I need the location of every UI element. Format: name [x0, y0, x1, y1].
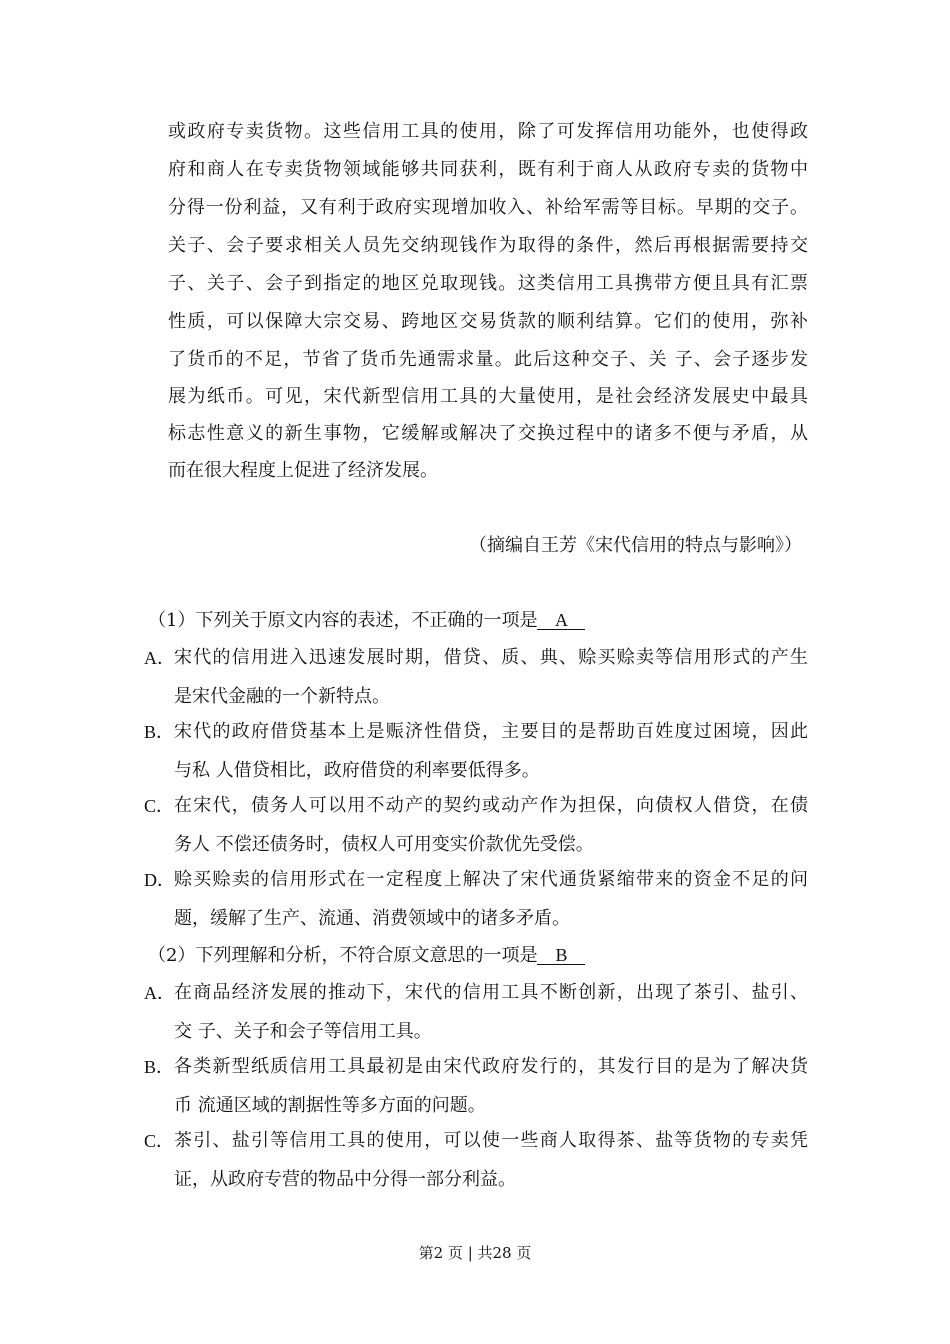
option-text: 宋代的信用进入迅速发展时期，借贷、质、典、赊买赊卖等信用形式的产生 [174, 647, 808, 668]
option-text: 是宋代金融的一个新特点。 [174, 686, 390, 707]
passage-line: 子、关子、会子到指定的地区兑取现钱。这类信用工具携带方便且具有汇票 [168, 273, 808, 294]
passage-line: 展为纸币。可见，宋代新型信用工具的大量使用，是社会经济发展史中最具 [168, 386, 808, 407]
option-text: 证，从政府专营的物品中分得一部分利益。 [174, 1169, 516, 1190]
question-stem-2 [148, 946, 585, 966]
option-letter: B． [144, 722, 175, 742]
option-letter: C． [144, 1131, 175, 1151]
option-text: 赊买赊卖的信用形式在一定程度上解决了宋代通货紧缩带来的资金不足的问 [174, 869, 808, 890]
passage-line: 或政府专卖货物。这些信用工具的使用，除了可发挥信用功能外，也使得政 [168, 121, 808, 142]
option-letter: A． [144, 648, 175, 668]
option-text: 茶引、盐引等信用工具的使用，可以使一些商人取得茶、盐等货物的专卖凭 [174, 1130, 808, 1151]
option-text: 在宋代，债务人可以用不动产的契约或动产作为担保，向债权人借贷，在债 [174, 795, 808, 816]
passage-line: 分得一份利益，又有利于政府实现增加收入、补给军需等目标。早期的交子。 [168, 197, 808, 218]
passage-citation: （摘编自王芳《宋代信用的特点与影响》） [469, 535, 802, 556]
option-text: 宋代的政府借贷基本上是赈济性借贷，主要目的是帮助百姓度过困境，因此 [174, 721, 808, 742]
question-1-option-b [144, 722, 808, 781]
question-2-option-b [144, 1057, 808, 1116]
passage-line: 标志性意义的新生事物，它缓解或解决了交换过程中的诸多不便与矛盾，从 [168, 423, 808, 444]
question-2-option-c [144, 1131, 808, 1190]
option-text: 交 子、关子和会子等信用工具。 [174, 1021, 432, 1042]
answer-blank: A [537, 611, 585, 630]
option-text: 在商品经济发展的推动下，宋代的信用工具不断创新，出现了茶引、盐引、 [174, 982, 808, 1003]
option-letter: A． [144, 983, 175, 1003]
passage-line: 关子、会子要求相关人员先交纳现钱作为取得的条件，然后再根据需要持交 [168, 235, 808, 256]
option-letter: C． [144, 796, 175, 816]
passage-line: 而在很大程度上促进了经济发展。 [168, 460, 438, 481]
question-stem-1 [148, 611, 585, 631]
question-1-option-d [144, 870, 808, 929]
question-stem-text: （2）下列理解和分析，不符合原文意思的一项是 [148, 945, 538, 966]
page-footer: 第2 页 | 共28 页 [418, 1244, 532, 1262]
option-letter: D． [144, 870, 175, 890]
answer-blank: B [537, 946, 585, 965]
option-text: 题，缓解了生产、流通、消费领域中的诸多矛盾。 [174, 908, 570, 929]
question-2-option-a [144, 983, 808, 1042]
question-1-option-a [144, 648, 808, 707]
option-text: 币 流通区域的割据性等多方面的问题。 [174, 1095, 486, 1116]
question-1-option-c [144, 796, 808, 855]
passage-line: 性质，可以保障大宗交易、跨地区交易货款的顺利结算。它们的使用，弥补 [168, 311, 808, 332]
question-stem-text: （1）下列关于原文内容的表述，不正确的一项是 [148, 610, 538, 631]
option-text: 与私 人借贷相比，政府借贷的利率要低得多。 [174, 760, 540, 781]
passage-line: 了货币的不足，节省了货币先通需求量。此后这种交子、关 子、会子逐步发 [168, 349, 808, 370]
passage-line: 府和商人在专卖货物领域能够共同获利，既有利于商人从政府专卖的货物中 [168, 159, 808, 180]
option-text: 各类新型纸质信用工具最初是由宋代政府发行的，其发行目的是为了解决货 [174, 1056, 808, 1077]
option-text: 务人 不偿还债务时，债权人可用变实价款优先受偿。 [174, 834, 594, 855]
option-letter: B． [144, 1057, 175, 1077]
